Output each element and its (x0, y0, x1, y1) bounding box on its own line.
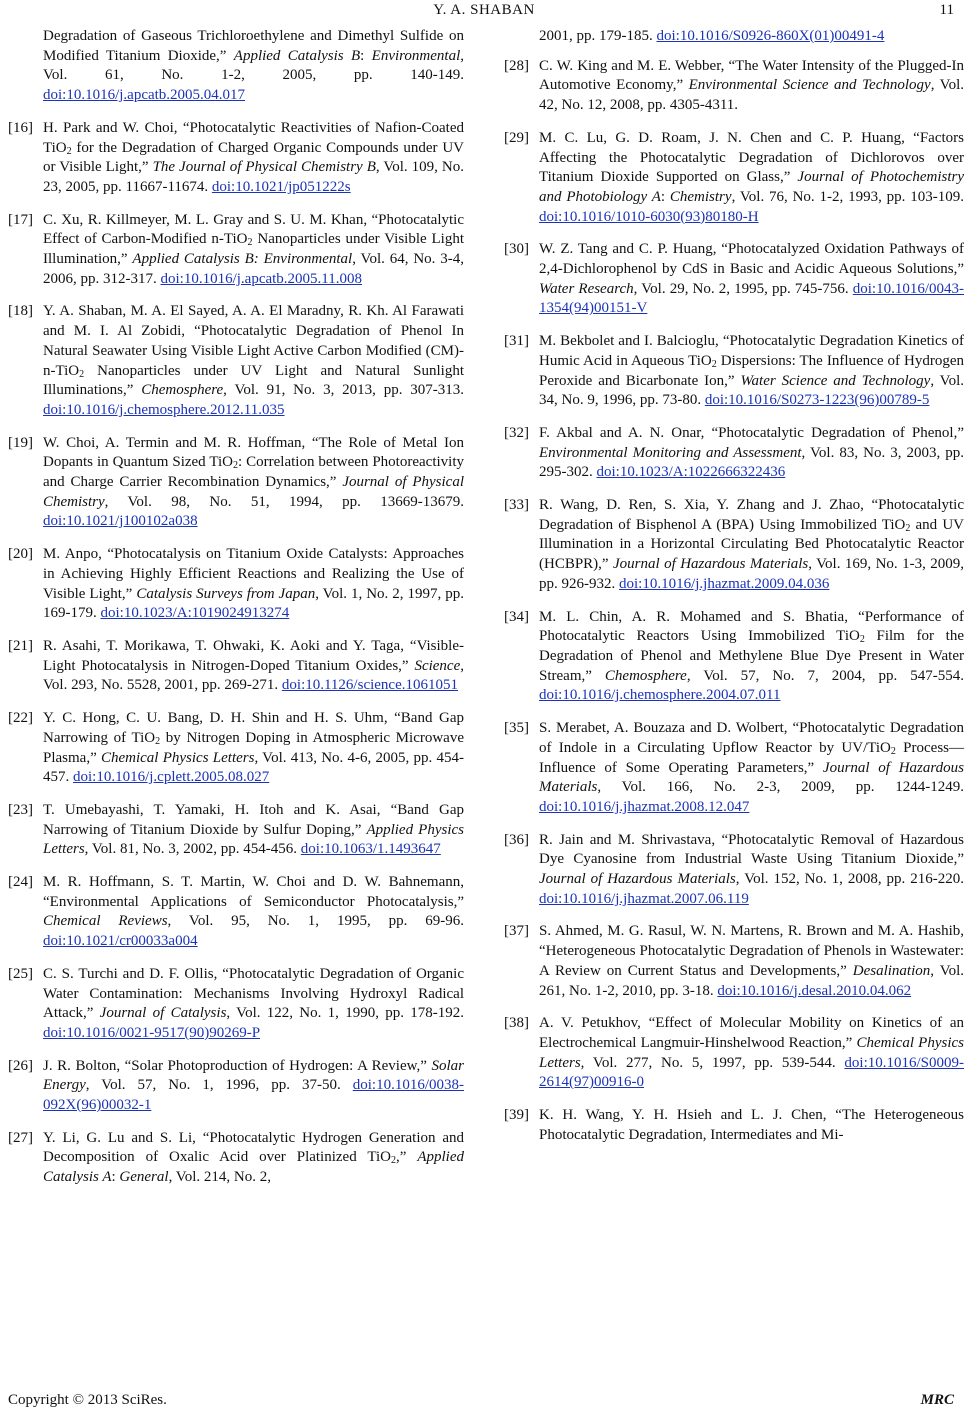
doi-link[interactable]: doi:10.1016/j.chemosphere.2004.07.011 (539, 687, 781, 704)
reference-15-continued: Degradation of Gaseous Trichloroethylene and Dimethyl Sulfide on Modified Titanium Dioxide,” Applied Catalysis B: Environmental, Vol. 61, No. 1-2, 2005, pp. 140-149. doi:10.1016/j.apcatb.2005.04.017 (43, 28, 464, 104)
reference-number: [37] (504, 923, 529, 940)
reference-number: [30] (504, 241, 529, 258)
reference-31: [31] M. Bekbolet and I. Balcioglu, “Photocatalytic Degradation Kinetics of Humic Acid in Aqueous TiO$_2$ Dispersions: The Influence of Hydrogen Peroxide and Bicarbonate Ion,” Water Science and Technology, Vol. 34, No. 9, 1996, pp. 73-80. doi:10.1016/S0273-1223(96)00789-5 (504, 332, 964, 411)
reference-number: [19] (8, 434, 33, 451)
reference-21: [21] R. Asahi, T. Morikawa, T. Ohwaki, K. Aoki and Y. Taga, “Visible-Light Photocatalysis in Nitrogen-Doped Titanium Oxides,” Science, Vol. 293, No. 5528, 2001, pp. 269-271. doi:10.1126/science.1061051 (8, 637, 464, 696)
doi-link[interactable]: doi:10.1016/j.jhazmat.2007.06.119 (539, 890, 749, 907)
doi-link[interactable]: doi:10.1021/jp051222s (211, 178, 351, 195)
doi-link[interactable]: doi:10.1023/A:1019024913274 (100, 605, 290, 622)
reference-number: [39] (504, 1107, 529, 1124)
reference-28: [28] C. W. King and M. E. Webber, “The Water Intensity of the Plugged-In Automotive Economy,” Environmental Science and Technology, Vol. 42, No. 12, 2008, pp. 4305-4311. (504, 57, 964, 116)
reference-number: [20] (8, 546, 33, 563)
doi-link[interactable]: doi:10.1063/1.1493647 (300, 841, 441, 858)
reference-26: [26] J. R. Bolton, “Solar Photoproduction of Hydrogen: A Review,” Solar Energy, Vol. 57, No. 1, 1996, pp. 37-50. doi:10.1016/0038-092X(96)00032-1 (8, 1057, 464, 1116)
reference-number: [18] (8, 303, 33, 320)
reference-number: [23] (8, 801, 33, 818)
reference-16: [16] H. Park and W. Choi, “Photocatalytic Reactivities of Nafion-Coated TiO$_2$ for the Degradation of Charged Organic Compounds under UV or Visible Light,” The Journal of Physical Chemistry B, Vol. 109, No. 23, 2005, pp. 11667-11674. doi:10.1021/jp051222s (8, 119, 464, 198)
reference-number: [31] (504, 333, 529, 350)
reference-number: [24] (8, 874, 33, 891)
doi-link[interactable]: doi:10.1016/j.desal.2010.04.062 (717, 982, 912, 999)
reference-23: [23] T. Umebayashi, T. Yamaki, H. Itoh and K. Asai, “Band Gap Narrowing of Titanium Dioxide by Sulfur Doping,” Applied Physics Letters, Vol. 81, No. 3, 2002, pp. 454-456. doi:10.1063/1.1493647 (8, 801, 464, 860)
reference-17: [17] C. Xu, R. Killmeyer, M. L. Gray and S. U. M. Khan, “Photocatalytic Effect of Carbon-Modified n-TiO$_2$ Nanoparticles under Visible Light Illumination,” Applied Catalysis B: Environmental, Vol. 64, No. 3-4, 2006, pp. 312-317. doi:10.1016/j.apcatb.2005.11.008 (8, 211, 464, 290)
doi-link[interactable]: doi:10.1016/j.cplett.2005.08.027 (73, 769, 270, 786)
reference-number: [22] (8, 710, 33, 727)
doi-link[interactable]: doi:10.1016/S0273-1223(96)00789-5 (704, 392, 930, 409)
journal-footer: MRC (920, 1392, 954, 1408)
doi-link[interactable]: doi:10.1016/j.apcatb.2005.11.008 (160, 270, 363, 287)
right-column (504, 27, 964, 1158)
reference-number: [28] (504, 57, 529, 74)
doi-link[interactable]: doi:10.1016/0038-092X(96)00032-1 (43, 1077, 464, 1114)
reference-number: [38] (504, 1015, 529, 1032)
reference-36: [36] R. Jain and M. Shrivastava, “Photocatalytic Removal of Hazardous Dye Cyanosine from Industrial Waste Using Titanium Dioxide,” Journal of Hazardous Materials, Vol. 152, No. 1, 2008, pp. 216-220. doi:10.1016/j.jhazmat.2007.06.119 (504, 831, 964, 910)
reference-27: [27] Y. Li, G. Lu and S. Li, “Photocatalytic Hydrogen Generation and Decomposition of Oxalic Acid over Platinized TiO$_2$,” Applied Catalysis A: General, Vol. 214, No. 2, (8, 1129, 464, 1188)
running-header-author: Y. A. SHABAN (433, 2, 535, 18)
reference-number: [17] (8, 211, 33, 228)
reference-20: [20] M. Anpo, “Photocatalysis on Titanium Oxide Catalysts: Approaches in Achieving Highly Efficient Reactions and Realizing the Use of Visible Light,” Catalysis Surveys from Japan, Vol. 1, No. 2, 1997, pp. 169-179. doi:10.1023/A:1019024913274 (8, 545, 464, 624)
reference-25: [25] C. S. Turchi and D. F. Ollis, “Photocatalytic Degradation of Organic Water Contamination: Mechanisms Involving Hydroxyl Radical Attack,” Journal of Catalysis, Vol. 122, No. 1, 1990, pp. 178-192. doi:10.1016/0021-9517(90)90269-P (8, 965, 464, 1044)
reference-number: [25] (8, 965, 33, 982)
reference-19: [19] W. Choi, A. Termin and M. R. Hoffman, “The Role of Metal Ion Dopants in Quantum Sized TiO$_2$: Correlation between Photoreactivity and Charge Carrier Recombination Dynamics,” Journal of Physical Chemistry, Vol. 98, No. 51, 1994, pp. 13669-13679. doi:10.1021/j100102a038 (8, 434, 464, 533)
reference-number: [36] (504, 831, 529, 848)
doi-link[interactable]: doi:10.1016/j.jhazmat.2008.12.047 (539, 798, 750, 815)
doi-link[interactable]: doi:10.1021/j100102a038 (43, 513, 198, 530)
doi-link[interactable]: doi:10.1016/j.apcatb.2005.04.017 (43, 87, 246, 104)
doi-link[interactable]: doi:10.1016/j.chemosphere.2012.11.035 (43, 401, 285, 418)
doi-link[interactable]: doi:10.1016/S0926-860X(01)00491-4 (656, 28, 885, 44)
doi-link[interactable]: doi:10.1016/0043-1354(94)00151-V (539, 280, 964, 317)
doi-link[interactable]: doi:10.1016/j.jhazmat.2009.04.036 (619, 575, 830, 592)
reference-number: [34] (504, 608, 529, 625)
reference-number: [21] (8, 637, 33, 654)
reference-number: [16] (8, 119, 33, 136)
doi-link[interactable]: doi:10.1016/0021-9517(90)90269-P (43, 1024, 261, 1041)
reference-32: [32] F. Akbal and A. N. Onar, “Photocatalytic Degradation of Phenol,” Environmental Monitoring and Assessment, Vol. 83, No. 3, 2003, pp. 295-302. doi:10.1023/A:1022666322436 (504, 424, 964, 483)
reference-number: [35] (504, 720, 529, 737)
reference-number: [27] (8, 1129, 33, 1146)
reference-number: [32] (504, 424, 529, 441)
reference-30: [30] W. Z. Tang and C. P. Huang, “Photocatalyzed Oxidation Pathways of 2,4-Dichlorophenol by CdS in Basic and Acidic Aqueous Solutions,” Water Research, Vol. 29, No. 2, 1995, pp. 745-756. doi:10.1016/0043-1354(94)00151-V (504, 240, 964, 319)
reference-22: [22] Y. C. Hong, C. U. Bang, D. H. Shin and H. S. Uhm, “Band Gap Narrowing of TiO$_2$ by Nitrogen Doping in Atmospheric Microwave Plasma,” Chemical Physics Letters, Vol. 413, No. 4-6, 2005, pp. 454-457. doi:10.1016/j.cplett.2005.08.027 (8, 709, 464, 788)
left-column (8, 27, 464, 1201)
reference-number: [26] (8, 1057, 33, 1074)
doi-link[interactable]: doi:10.1126/science.1061051 (281, 677, 458, 694)
reference-24: [24] M. R. Hoffmann, S. T. Martin, W. Choi and D. W. Bahnemann, “Environmental Applications of Semiconductor Photocatalysis,” Chemical Reviews, Vol. 95, No. 1, 1995, pp. 69-96. doi:10.1021/cr00033a004 (8, 873, 464, 952)
doi-link[interactable]: doi:10.1016/S0009-2614(97)00916-0 (539, 1054, 964, 1091)
reference-38: [38] A. V. Petukhov, “Effect of Molecular Mobility on Kinetics of an Electrochemical Langmuir-Hinshelwood Reaction,” Chemical Physics Letters, Vol. 277, No. 5, 1997, pp. 539-544. doi:10.1016/S0009-2614(97)00916-0 (504, 1014, 964, 1093)
doi-link[interactable]: doi:10.1016/1010-6030(93)80180-H (539, 208, 759, 225)
reference-35: [35] S. Merabet, A. Bouzaza and D. Wolbert, “Photocatalytic Degradation of Indole in a Circulating Upflow Reactor by UV/TiO$_2$ Process—Influence of Some Operating Parameters,” Journal of Hazardous Materials, Vol. 166, No. 2-3, 2009, pp. 1244-1249. doi:10.1016/j.jhazmat.2008.12.047 (504, 719, 964, 818)
reference-37: [37] S. Ahmed, M. G. Rasul, W. N. Martens, R. Brown and M. A. Hashib, “Heterogeneous Photocatalytic Degradation of Phenols in Wastewater: A Review on Current Status and Developments,” Desalination, Vol. 261, No. 1-2, 2010, pp. 3-18. doi:10.1016/j.desal.2010.04.062 (504, 922, 964, 1001)
reference-number: [29] (504, 129, 529, 146)
reference-33: [33] R. Wang, D. Ren, S. Xia, Y. Zhang and J. Zhao, “Photocatalytic Degradation of Bisphenol A (BPA) Using Immobilized TiO$_2$ and UV Illumination in a Horizontal Circulating Bed Photocatalytic Reactor (HCBPR),” Journal of Hazardous Materials, Vol. 169, No. 1-3, 2009, pp. 926-932. doi:10.1016/j.jhazmat.2009.04.036 (504, 496, 964, 595)
reference-number: [33] (504, 497, 529, 514)
copyright-footer: Copyright © 2013 SciRes. (8, 1392, 167, 1408)
doi-link[interactable]: doi:10.1023/A:1022666322436 (596, 464, 786, 481)
reference-27-continued: 2001, pp. 179-185. doi:10.1016/S0926-860X(01)00491-4 (539, 28, 885, 44)
doi-link[interactable]: doi:10.1021/cr00033a004 (43, 933, 198, 950)
reference-34: [34] M. L. Chin, A. R. Mohamed and S. Bhatia, “Performance of Photocatalytic Reactors Using Immobilized TiO$_2$ Film for the Degradation of Phenol and Methylene Blue Dye Present in Water Stream,” Chemosphere, Vol. 57, No. 7, 2004, pp. 547-554. doi:10.1016/j.chemosphere.2004.07.011 (504, 608, 964, 707)
reference-39: [39] K. H. Wang, Y. H. Hsieh and L. J. Chen, “The Heterogeneous Photocatalytic Degradation, Intermediates and Mi- (504, 1106, 964, 1145)
page-number: 11 (939, 2, 954, 18)
reference-18: [18] Y. A. Shaban, M. A. El Sayed, A. A. El Maradny, R. Kh. Al Farawati and M. I. Al Zobidi, “Photocatalytic Degradation of Phenol In Natural Seawater Using Visible Light Active Carbon Modified (CM)-n-TiO$_2$ Nanoparticles under UV Light and Natural Sunlight Illuminations,” Chemosphere, Vol. 91, No. 3, 2013, pp. 307-313. doi:10.1016/j.chemosphere.2012.11.035 (8, 302, 464, 420)
reference-29: [29] M. C. Lu, G. D. Roam, J. N. Chen and C. P. Huang, “Factors Affecting the Photocatalytic Degradation of Dichlorovos over Titanium Dioxide Supported on Glass,” Journal of Photochemistry and Photobiology A: Chemistry, Vol. 76, No. 1-2, 1993, pp. 103-109. doi:10.1016/1010-6030(93)80180-H (504, 129, 964, 228)
